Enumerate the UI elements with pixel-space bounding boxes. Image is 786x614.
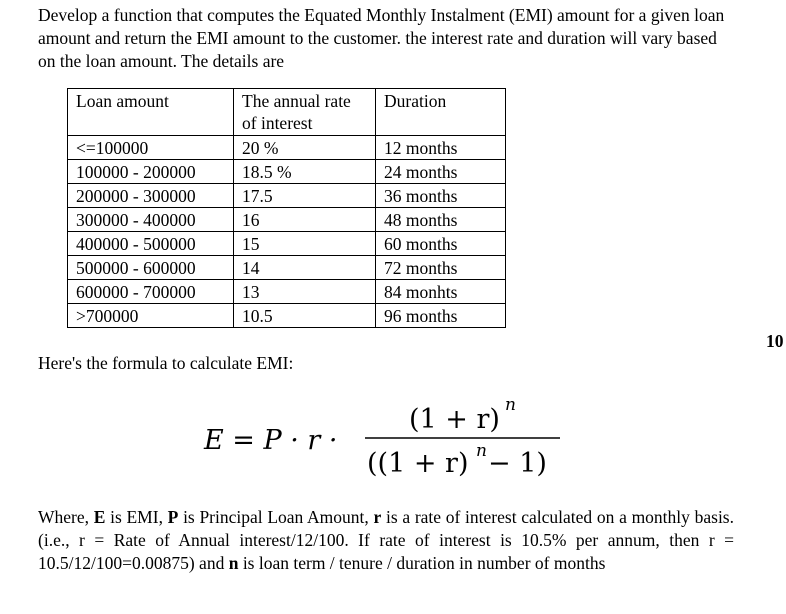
cell-duration: 12 months — [376, 136, 506, 160]
explanation-text: is a rate of interest calculated on a monthly basis. (i.e., r = Rate of Annual interest/12/100. If rate of interest is 10.5% per annum, then r = 10.5/12/100=0.00875) and — [38, 507, 734, 573]
term-r: r — [373, 507, 382, 527]
table-row — [68, 160, 506, 184]
emi-formula — [200, 392, 580, 487]
question-intro: Develop a function that computes the Equated Monthly Instalment (EMI) amount for a given loan amount and return the EMI amount to the customer. the interest rate and duration will vary based on the loan amount. The details are — [38, 5, 725, 71]
table-row — [68, 232, 506, 256]
explanation-text: is Principal Loan Amount, — [178, 507, 374, 527]
cell-duration: 96 months — [376, 304, 506, 328]
header-loan-amount: Loan amount — [68, 89, 234, 136]
cell-interest-rate: 10.5 — [234, 304, 376, 328]
cell-loan-amount: 600000 - 700000 — [68, 280, 234, 304]
cell-duration: 60 months — [376, 232, 506, 256]
cell-interest-rate: 20 % — [234, 136, 376, 160]
cell-interest-rate: 16 — [234, 208, 376, 232]
formula-numerator: (1 + r) — [409, 404, 500, 435]
cell-loan-amount: 500000 - 600000 — [68, 256, 234, 280]
cell-interest-rate: 14 — [234, 256, 376, 280]
cell-interest-rate: 18.5 % — [234, 160, 376, 184]
cell-duration: 24 months — [376, 160, 506, 184]
cell-interest-rate: 15 — [234, 232, 376, 256]
formula-denominator-exponent: n — [476, 441, 487, 461]
cell-loan-amount: >700000 — [68, 304, 234, 328]
formula-intro: Here's the formula to calculate EMI: — [38, 353, 294, 373]
header-interest-rate: The annual rate of interest — [234, 89, 376, 136]
table-row — [68, 256, 506, 280]
formula-lhs: E = P · r · — [204, 425, 338, 456]
table-row — [68, 208, 506, 232]
table-header-row — [68, 89, 506, 136]
cell-loan-amount: 200000 - 300000 — [68, 184, 234, 208]
marks-label: 10 — [766, 331, 784, 351]
cell-loan-amount: 100000 - 200000 — [68, 160, 234, 184]
explanation-text: is loan term / tenure / duration in number of months — [238, 553, 606, 573]
formula-numerator-exponent: n — [505, 395, 516, 415]
cell-duration: 48 months — [376, 208, 506, 232]
term-e: E — [93, 507, 106, 527]
formula-explanation — [38, 506, 734, 575]
cell-duration: 72 months — [376, 256, 506, 280]
table-row — [68, 304, 506, 328]
table-row — [68, 280, 506, 304]
explanation-text: Where, — [38, 507, 94, 527]
cell-loan-amount: <=100000 — [68, 136, 234, 160]
cell-interest-rate: 13 — [234, 280, 376, 304]
loan-details-table — [67, 88, 506, 328]
table-row — [68, 184, 506, 208]
header-duration: Duration — [376, 89, 506, 136]
term-p: P — [167, 507, 179, 527]
cell-duration: 84 monhts — [376, 280, 506, 304]
cell-duration: 36 months — [376, 184, 506, 208]
cell-interest-rate: 17.5 — [234, 184, 376, 208]
cell-loan-amount: 300000 - 400000 — [68, 208, 234, 232]
formula-denominator-left: ((1 + r) — [367, 448, 469, 479]
table-row — [68, 136, 506, 160]
formula-denominator-right: − 1) — [488, 448, 547, 479]
explanation-text: is EMI, — [105, 507, 168, 527]
cell-loan-amount: 400000 - 500000 — [68, 232, 234, 256]
term-n: n — [228, 553, 239, 573]
